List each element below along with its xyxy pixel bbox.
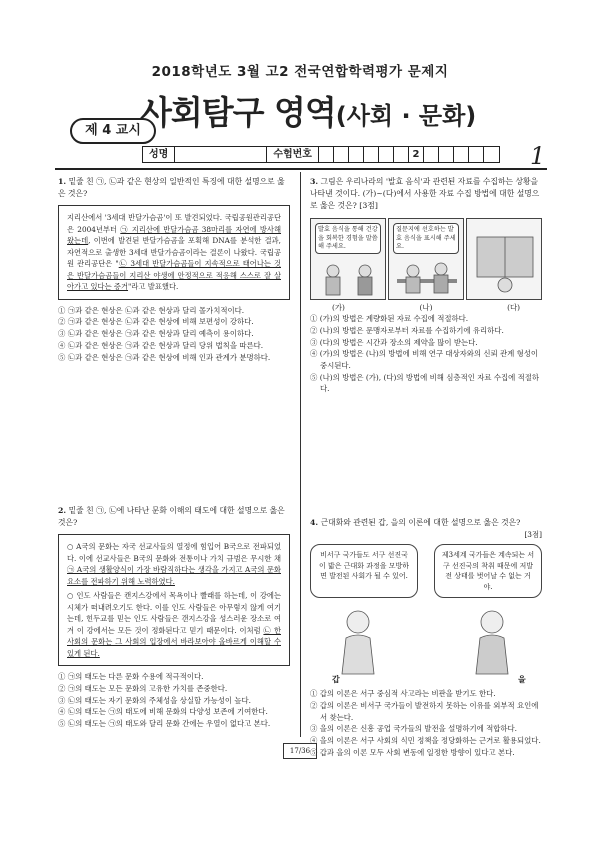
q3-stem-text: 그림은 우리나라의 '발효 음식'과 관련된 자료를 수집하는 상황을 나타낸 것이다. (가)~(다)에서 사용한 자료 수집 방법에 대한 설명으로 옳은 것은? <box>310 177 540 211</box>
page-footer: 17/36 <box>283 743 317 759</box>
q2-passage <box>58 534 290 666</box>
q3-option-1[interactable]: ① (가)의 방법은 계량화된 자료 수집에 적절하다. <box>310 314 469 324</box>
q1-option-2[interactable]: ② ㉠과 같은 현상은 ㉡과 같은 현상에 비해 보편성이 강하다. <box>58 317 254 327</box>
number-cell[interactable] <box>454 147 469 162</box>
survey-illustration <box>389 219 464 300</box>
q4-option-3[interactable]: ③ 을의 이론은 신흥 공업 국가들의 발전을 설명하기에 적합하다. <box>310 724 518 734</box>
q3-captions <box>310 302 542 313</box>
q2-stem <box>58 505 290 529</box>
q2-option-3[interactable]: ③ ㉡의 태도는 자기 문화의 주체성을 상실할 가능성이 높다. <box>58 695 251 705</box>
number-cell[interactable] <box>439 147 454 162</box>
q2-option-4[interactable]: ④ ㉡의 태도는 ㉠의 태도에 비해 문화의 다양성 보존에 기여한다. <box>58 707 268 717</box>
q3-option-4[interactable]: ④ (가)의 방법은 (나)의 방법에 비해 연구 대상자와의 신뢰 관계 형성이 중시된다. <box>310 349 539 371</box>
q3-caption-ga: (가) <box>332 303 345 313</box>
question-1 <box>58 176 290 363</box>
q4-option-4[interactable]: ④ 을의 이론은 서구 사회의 식민 정책을 정당화하는 근거로 활용되었다. <box>310 735 541 745</box>
q3-option-3[interactable]: ③ (다)의 방법은 시간과 장소의 제약을 많이 받는다. <box>310 337 478 347</box>
header-divider <box>55 168 547 170</box>
subject-sub: (사회 · 문화) <box>335 102 477 130</box>
q1-passage <box>58 205 290 300</box>
q4-option-1[interactable]: ① 갑의 이론은 서구 중심적 사고라는 비판을 받기도 한다. <box>310 689 496 699</box>
q1-option-1[interactable]: ① ㉠과 같은 현상은 ㉡과 같은 현상과 달리 몰가치적이다. <box>58 305 245 315</box>
q1-option-4[interactable]: ④ ㉡과 같은 현상은 ㉠과 같은 현상과 달리 당위 법칙을 따른다. <box>58 340 264 350</box>
q2-number: 2. <box>58 506 67 515</box>
q4-option-5[interactable]: ⑤ 갑과 을의 이론 모두 사회 변동에 일정한 방향이 있다고 본다. <box>310 747 515 757</box>
q2-stem-text: 밑줄 친 ㉠, ㉡에 나타난 문화 이해의 태도에 대한 설명으로 옳은 것은? <box>58 506 285 528</box>
number-cell[interactable] <box>319 147 334 162</box>
q4-stem-text: 근대화와 관련된 갑, 을의 이론에 대한 설명으로 옳은 것은? <box>320 518 521 527</box>
subject-title <box>140 88 476 138</box>
q2-passage-1-underline: ㉠ A국의 생활양식이 가장 바람직하다는 생각을 가지고 A국의 문화 요소를 전파하기 위해 노력하였다. <box>67 565 281 586</box>
number-cell[interactable] <box>484 147 499 162</box>
speakers-illustration <box>310 602 542 688</box>
number-cell[interactable] <box>334 147 349 162</box>
q3-stem <box>310 176 542 212</box>
number-cell[interactable] <box>394 147 409 162</box>
q1-option-5[interactable]: ⑤ ㉡과 같은 현상은 ㉠과 같은 현상에 비해 인과 관계가 분명하다. <box>58 352 271 362</box>
q1-stem <box>58 176 290 200</box>
number-cell[interactable] <box>469 147 484 162</box>
column-divider <box>300 172 301 737</box>
footer-total: 36 <box>301 747 311 755</box>
q3-illustrations <box>310 218 542 300</box>
number-cell[interactable] <box>349 147 364 162</box>
q3-picture-da <box>466 218 542 300</box>
q4-speech-eul: 제3세계 국가들은 계속되는 서구 선진국의 착취 때문에 저발전 상태를 벗어날 수 없는 거야. <box>434 544 542 598</box>
q4-speech-row <box>310 544 542 598</box>
q4-number: 4. <box>310 518 319 527</box>
number-cell[interactable] <box>424 147 439 162</box>
session-badge: 제 4 교시 <box>70 118 156 144</box>
subject-main: 사회탐구 영역 <box>140 93 336 132</box>
q2-passage-1 <box>67 541 281 587</box>
q1-number: 1. <box>58 177 67 186</box>
q2-option-5[interactable]: ⑤ ㉡의 태도는 ㉠의 태도와 달리 문화 간에는 우열이 없다고 본다. <box>58 719 271 729</box>
q3-option-5[interactable]: ⑤ (나)의 방법은 (가), (다)의 방법에 비해 심층적인 자료 수집에 적절하다. <box>310 372 540 394</box>
q4-stem <box>310 517 542 529</box>
q4-points: [3점] <box>524 530 542 540</box>
number-cell-prefilled: 2 <box>409 147 424 162</box>
q3-picture-na <box>388 218 464 300</box>
q3-caption-na: (나) <box>419 303 433 313</box>
q2-option-2[interactable]: ② ㉠의 태도는 모든 문화의 고유한 가치를 존중한다. <box>58 684 228 693</box>
footer-page: 17 <box>289 747 299 755</box>
q2-passage-2-underline: ㉡ 한 사회의 문화는 그 사회의 입장에서 바라보아야 올바르게 이해할 수 있게 된다. <box>67 625 281 658</box>
q3-points: [3점] <box>359 201 378 211</box>
page-number: 1 <box>530 142 546 170</box>
number-label: 수험번호 <box>267 147 319 162</box>
q2-passage-2-text: ○ 인도 사람들은 캔지스강에서 목욕이나 빨래를 하는데, 이 강에는 시체가 떠내려오기도 한다. 이를 인도 사람들은 아무렇지 않게 여기는데, 힌두교를 믿는 인도 사람들은 갠지스강을 성스러운 장소로 여겨 이 강에서는 모든 것이 정화된다고 믿기 때문이다. 이처럼 <box>67 591 281 635</box>
question-2 <box>58 505 290 730</box>
name-label: 성명 <box>143 147 175 162</box>
q4-name-gap: 갑 <box>332 675 340 685</box>
q4-name-eul: 을 <box>518 675 526 685</box>
q1-option-3[interactable]: ③ ㉡과 같은 현상은 ㉠과 같은 현상과 달리 예측이 용이하다. <box>58 329 254 339</box>
q3-picture-ga <box>310 218 386 300</box>
q3-caption-da: (다) <box>507 303 520 313</box>
q1-passage-underline-1: ㉠ 지리산에 반달가슴곰 38마리를 자연에 방사해 왔는데 <box>67 224 282 246</box>
q4-speech-gap: 비서구 국가들도 서구 선진국이 밟은 근대화 과정을 모방하면 발전된 사회가 될 수 있어. <box>310 544 418 598</box>
name-field[interactable] <box>175 147 267 162</box>
literature-study-illustration <box>467 219 542 300</box>
q2-option-1[interactable]: ① ㉠의 태도는 다른 문화 수용에 적극적이다. <box>58 672 204 682</box>
id-row <box>142 146 500 163</box>
q4-option-2[interactable]: ② 갑의 이론은 비서구 국가들이 발전하지 못하는 이유를 외부적 요인에서 찾는다. <box>310 700 539 722</box>
q1-passage-a: 지리산에서 '3세대 반달가슴곰'이 또 발견되었다. 국립공원관리공단은 2004년부터 <box>67 213 281 234</box>
q2-passage-2 <box>67 590 281 659</box>
q3-number: 3. <box>310 177 319 186</box>
q1-stem-text: 밑줄 친 ㉠, ㉡과 같은 현상의 일반적인 특징에 대한 설명으로 옳은 것은? <box>58 177 285 199</box>
number-cell[interactable] <box>379 147 394 162</box>
q3-bubble-na: 질문지에 선호하는 발효 음식을 표시해 주세요. <box>393 223 459 254</box>
q4-scene <box>310 602 542 688</box>
q2-passage-1-text: ○ A국의 문화는 자국 선교사들의 열정에 힘입어 B국으로 전파되었다. 이에 선교사들은 B국의 문화와 전통이나 가치 규범은 무시한 채 <box>67 542 281 563</box>
q1-passage-c: "라고 발표했다. <box>128 282 179 292</box>
interview-illustration <box>311 219 386 300</box>
question-3 <box>310 176 542 395</box>
q1-passage-b: , 이번에 발견된 반달가슴곰을 포획해 DNA를 분석한 결과, 자연적으로 출생한 3세대 반달가슴곰이라는 결론이 나왔다. 국립공원 관리공단은 " <box>67 236 281 269</box>
q1-passage-underline-2: ㉡ 3세대 반달가슴곰들이 지속적으로 태어나는 것은 반달가슴곰들이 지리산 야생에 안정적으로 적응해 스스로 잘 살아가고 있다는 증거 <box>67 259 281 292</box>
q3-bubble-ga: 발효 음식을 통해 건강을 회복한 경험을 말씀해 주세요. <box>315 223 381 254</box>
q3-option-2[interactable]: ② (나)의 방법은 문맹자로부터 자료를 수집하기에 유리하다. <box>310 326 504 336</box>
exam-title: 2018학년도 3월 고2 전국연합학력평가 문제지 <box>151 64 449 80</box>
question-4 <box>310 517 542 758</box>
number-cell[interactable] <box>364 147 379 162</box>
